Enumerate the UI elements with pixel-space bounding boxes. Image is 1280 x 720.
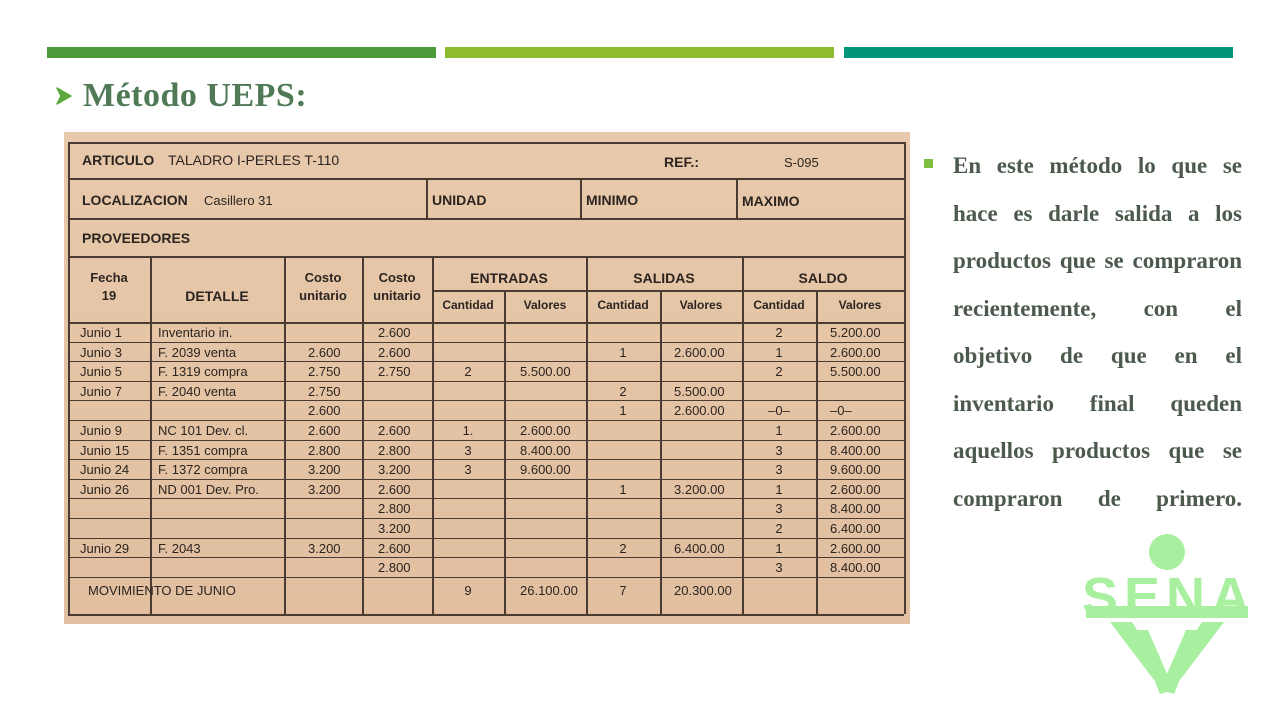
grid-line: [68, 400, 904, 401]
footer-salidas-cantidad: 7: [619, 582, 627, 598]
grid-line: [904, 142, 906, 614]
row-cell: 6.400.00: [830, 521, 881, 536]
grid-line: [68, 538, 904, 539]
hdr-fecha-year: 19: [101, 288, 117, 303]
row-cell: 3.200: [378, 462, 411, 478]
kardex-card-image: [64, 132, 910, 624]
row-cell: 5.500.00: [520, 364, 571, 380]
row-cell: 2.600.00: [520, 423, 571, 438]
hdr-cantidad-0: Cantidad: [442, 298, 494, 312]
row-cell: Junio 3: [80, 344, 122, 360]
row-cell: 2.600: [378, 325, 411, 340]
grid-line: [68, 420, 904, 421]
hdr-costo-2: Costo: [378, 270, 416, 285]
row-cell: 3: [775, 560, 783, 576]
title-row: [53, 72, 307, 120]
row-cell: 2: [619, 383, 627, 399]
hdr-unitario-1: unitario: [299, 288, 347, 303]
row-cell: F. 1319 compra: [158, 364, 248, 380]
row-cell: 1: [775, 481, 783, 497]
grid-line: [736, 178, 738, 218]
row-cell: Junio 7: [80, 383, 122, 399]
grid-line: [150, 256, 152, 614]
articulo-value: TALADRO I-PERLES T-110: [168, 152, 340, 168]
grid-line: [68, 142, 70, 614]
grid-line: [68, 577, 904, 578]
grid-line: [68, 178, 904, 180]
row-cell: 3.200: [308, 481, 341, 497]
row-cell: 1: [619, 403, 627, 419]
grid-line: [68, 342, 904, 343]
row-cell: 8.400.00: [830, 501, 881, 517]
row-cell: 1: [775, 344, 783, 360]
row-cell: 2.600.00: [674, 403, 725, 419]
row-cell: 2.600.00: [674, 344, 725, 360]
row-cell: Junio 24: [80, 462, 130, 478]
proveedores-label: PROVEEDORES: [82, 230, 191, 246]
hdr-valores-2: Valores: [838, 298, 882, 312]
row-cell: 2: [775, 364, 783, 380]
grid-line: [68, 614, 904, 616]
grid-line: [68, 557, 904, 558]
hdr-unitario-2: unitario: [373, 288, 421, 303]
grid-line: [580, 178, 582, 218]
footer-salidas-valores: 20.300.00: [674, 582, 732, 598]
row-cell: 2.800: [308, 442, 341, 458]
sena-logo-text: SENA: [1082, 567, 1257, 627]
row-cell: 2.600: [378, 481, 411, 497]
square-bullet-icon: [924, 159, 933, 168]
row-cell: ND 001 Dev. Pro.: [158, 481, 259, 497]
row-cell: 1: [619, 481, 627, 497]
hdr-cantidad-1: Cantidad: [597, 298, 649, 312]
row-cell: 2.600: [378, 423, 411, 438]
grid-line: [68, 142, 904, 144]
row-cell: 2.750: [308, 364, 341, 380]
row-cell: 8.400.00: [830, 560, 881, 576]
row-cell: 2.800: [378, 442, 411, 458]
hdr-cantidad-2: Cantidad: [753, 298, 805, 312]
row-cell: 3: [464, 462, 472, 478]
page-title: Método UEPS:: [83, 77, 308, 114]
row-cell: 1: [619, 344, 627, 360]
row-cell: 3: [775, 442, 783, 458]
ref-value: S-095: [784, 155, 819, 170]
row-cell: 3.200: [378, 521, 411, 536]
row-cell: Junio 29: [80, 540, 130, 556]
sena-logo: [1082, 530, 1257, 698]
row-cell: F. 2043: [158, 540, 201, 556]
bullet-paragraph: En este método lo que se hace es darle salida a los productos que se compraron recientemente, con el objetivo de que en el inventario final queden aquellos productos que se compraron de primero.: [953, 153, 1242, 511]
row-cell: Junio 15: [80, 442, 130, 458]
arrow-bullet-icon: [53, 85, 75, 107]
row-cell: 2: [775, 325, 783, 340]
row-cell: 2.600.00: [830, 540, 881, 556]
grid-line: [426, 178, 428, 218]
grid-line: [68, 440, 904, 441]
footer-entradas-valores: 26.100.00: [520, 582, 578, 598]
row-cell: 3: [775, 501, 783, 517]
row-cell: 2.800: [378, 560, 411, 576]
row-cell: Junio 5: [80, 364, 122, 380]
row-cell: 2.600.00: [830, 344, 881, 360]
row-cell: 2.750: [308, 383, 341, 399]
footer-label: MOVIMIENTO DE JUNIO: [88, 582, 236, 598]
grid-line: [816, 290, 818, 614]
bar-teal: [844, 47, 1233, 58]
grid-line: [68, 361, 904, 362]
row-cell: 3: [775, 462, 783, 478]
row-cell: 1.: [462, 423, 474, 438]
row-cell: NC 101 Dev. cl.: [158, 423, 249, 438]
row-cell: 3.200.00: [674, 481, 725, 497]
grid-line: [68, 479, 904, 480]
row-cell: 2.750: [378, 364, 411, 380]
row-cell: –0–: [768, 403, 790, 419]
row-cell: Junio 26: [80, 481, 130, 497]
row-cell: 1: [775, 423, 783, 438]
grid-line: [68, 322, 904, 324]
minimo-label: MINIMO: [586, 192, 639, 208]
grid-line: [68, 218, 904, 220]
row-cell: 5.500.00: [830, 364, 881, 380]
localizacion-value: Casillero 31: [204, 193, 273, 208]
hdr-costo-1: Costo: [304, 270, 342, 285]
row-cell: 2.600.00: [830, 481, 881, 497]
row-cell: 8.400.00: [830, 442, 881, 458]
row-cell: 5.200.00: [830, 325, 881, 340]
hdr-valores-0: Valores: [523, 298, 567, 312]
row-cell: 2.600: [378, 540, 411, 556]
bullet-text-block: [924, 142, 1242, 522]
grid-line: [362, 256, 364, 614]
unidad-label: UNIDAD: [432, 192, 487, 208]
row-cell: 3: [464, 442, 472, 458]
row-cell: 8.400.00: [520, 442, 571, 458]
row-cell: Junio 9: [80, 423, 122, 438]
hdr-valores-1: Valores: [679, 298, 723, 312]
maximo-label: MAXIMO: [742, 193, 800, 209]
hdr-salidas: SALIDAS: [633, 270, 695, 286]
row-cell: 2.600: [308, 403, 341, 419]
row-cell: 3.200: [308, 462, 341, 478]
row-cell: 2.600: [308, 423, 341, 438]
row-cell: 1: [775, 540, 783, 556]
kardex-table: [68, 142, 904, 614]
footer-entradas-cantidad: 9: [464, 582, 472, 598]
row-cell: 2.600: [378, 344, 411, 360]
row-cell: 2.600.00: [830, 423, 881, 438]
row-cell: 2.800: [378, 501, 411, 517]
row-cell: 6.400.00: [674, 540, 725, 556]
hdr-detalle: DETALLE: [185, 288, 249, 304]
row-cell: 5.500.00: [674, 383, 725, 399]
row-cell: –0–: [830, 403, 852, 419]
row-cell: 2: [464, 364, 472, 380]
grid-line: [68, 256, 904, 258]
grid-line: [68, 459, 904, 460]
grid-line: [284, 256, 286, 614]
row-cell: Junio 1: [80, 325, 122, 340]
row-cell: 2: [619, 540, 627, 556]
grid-line: [660, 290, 662, 614]
row-cell: 3.200: [308, 540, 341, 556]
row-cell: 2.600: [308, 344, 341, 360]
grid-line: [68, 498, 904, 499]
hdr-entradas: ENTRADAS: [470, 270, 548, 286]
articulo-label: ARTICULO: [82, 152, 155, 168]
row-cell: F. 2039 venta: [158, 344, 237, 360]
row-cell: 2: [775, 521, 783, 536]
grid-line: [432, 290, 904, 292]
row-cell: Inventario in.: [158, 325, 233, 340]
row-cell: F. 2040 venta: [158, 383, 237, 399]
bar-lime-green: [445, 47, 834, 58]
row-cell: 9.600.00: [520, 462, 571, 478]
row-cell: F. 1351 compra: [158, 442, 248, 458]
row-cell: F. 1372 compra: [158, 462, 248, 478]
localizacion-label: LOCALIZACION: [82, 192, 188, 208]
top-color-bars: [47, 47, 1233, 58]
hdr-saldo: SALDO: [798, 270, 848, 286]
grid-line: [68, 518, 904, 519]
grid-line: [68, 381, 904, 382]
hdr-fecha: Fecha: [90, 270, 128, 285]
ref-label: REF.:: [664, 154, 699, 170]
row-cell: 9.600.00: [830, 462, 881, 478]
grid-line: [504, 290, 506, 614]
bar-dark-green: [47, 47, 436, 58]
